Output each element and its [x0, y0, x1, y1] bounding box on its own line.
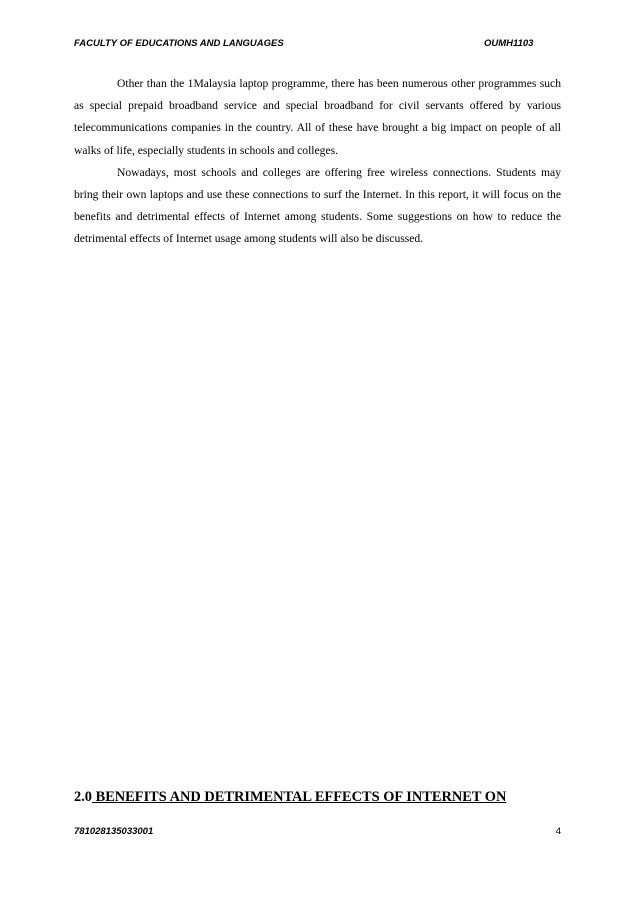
student-id: 781028135033001 — [74, 826, 154, 837]
section-number: 2.0 — [74, 789, 92, 805]
paragraph: Nowadays, most schools and colleges are offering free wireless connections. Students may bring their own laptops and use these connections to surf the Internet. In this report, it will focus on the benefits and detrimental effects of Internet among students. Some suggestions on how to reduce the detrimental effects of Internet usage among students will also be discussed. — [74, 165, 561, 246]
page-footer — [74, 826, 564, 840]
section-title: BENEFITS AND DETRIMENTAL EFFECTS OF INTERNET ON — [92, 789, 507, 805]
section-heading — [74, 789, 564, 806]
page-header — [74, 38, 564, 52]
page-number: 4 — [555, 826, 561, 837]
faculty-name: FACULTY OF EDUCATIONS AND LANGUAGES — [74, 38, 284, 49]
document-body — [74, 73, 561, 251]
paragraph: Other than the 1Malaysia laptop programme, there has been numerous other programmes such as special prepaid broadband service and special broadband for civil servants offered by various telecommunications companies in the country. All of these have brought a big impact on people of all walks of life, especially students in schools and colleges. — [74, 77, 561, 157]
course-code: OUMH1103 — [484, 38, 534, 49]
